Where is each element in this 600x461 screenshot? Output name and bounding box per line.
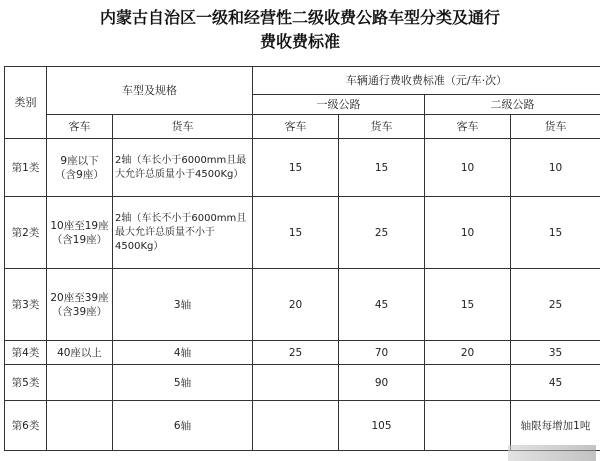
truck-spec-cell: 6轴 (113, 401, 253, 451)
table-row (5, 139, 600, 197)
passenger-spec-main: 9座以下 (60, 154, 99, 167)
passenger-spec-note: （含39座） (51, 305, 108, 318)
g1-truck-fee: 70 (339, 341, 425, 365)
class-cell: 第2类 (5, 197, 47, 269)
truck-spec-cell: 2轴（车长不小于6000mm且最大允许总质量不小于4500Kg） (113, 197, 253, 269)
g1-passenger-fee: 20 (253, 269, 339, 341)
g2-truck-fee: 35 (511, 341, 600, 365)
table-row (5, 197, 600, 269)
table-row (5, 269, 600, 341)
g2-passenger-fee (425, 401, 511, 451)
header-vehicle-spec: 车型及规格 (47, 67, 253, 115)
g1-truck-fee: 25 (339, 197, 425, 269)
passenger-spec-note: （含9座） (55, 168, 104, 181)
g1-truck-fee: 105 (339, 401, 425, 451)
class-cell: 第3类 (5, 269, 47, 341)
g2-passenger-fee: 10 (425, 197, 511, 269)
header-toll-standard: 车辆通行费收费标准（元/车·次） (253, 67, 600, 95)
g1-passenger-fee (253, 365, 339, 401)
truck-spec-cell: 5轴 (113, 365, 253, 401)
g1-truck-fee: 90 (339, 365, 425, 401)
header-g2-passenger: 客车 (425, 115, 511, 139)
header-g1-truck: 货车 (339, 115, 425, 139)
passenger-spec-cell (47, 269, 113, 341)
passenger-spec-note: （含19座） (51, 233, 108, 246)
g1-passenger-fee: 15 (253, 139, 339, 197)
g2-passenger-fee: 20 (425, 341, 511, 365)
g1-passenger-fee: 25 (253, 341, 339, 365)
table-row (5, 401, 600, 451)
g2-passenger-fee (425, 365, 511, 401)
g2-truck-fee: 轴限每增加1吨 (511, 401, 600, 451)
class-cell: 第6类 (5, 401, 47, 451)
passenger-spec-cell (47, 365, 113, 401)
g2-passenger-fee: 15 (425, 269, 511, 341)
header-spec-truck: 货车 (113, 115, 253, 139)
class-cell: 第5类 (5, 365, 47, 401)
header-grade1: 一级公路 (253, 95, 425, 115)
g1-passenger-fee (253, 401, 339, 451)
header-grade2: 二级公路 (425, 95, 600, 115)
truck-spec-cell: 4轴 (113, 341, 253, 365)
g2-passenger-fee: 10 (425, 139, 511, 197)
title-line-1: 内蒙古自治区一级和经营性二级收费公路车型分类及通行 (99, 8, 500, 27)
class-cell: 第4类 (5, 341, 47, 365)
passenger-spec-cell (47, 139, 113, 197)
g1-truck-fee: 15 (339, 139, 425, 197)
g1-passenger-fee: 15 (253, 197, 339, 269)
table-row (5, 341, 600, 365)
toll-table (4, 66, 600, 451)
passenger-spec-main: 20座至39座 (50, 291, 109, 304)
g2-truck-fee: 25 (511, 269, 600, 341)
passenger-spec-main: 10座至19座 (50, 219, 109, 232)
title-line-2: 费收费标准 (259, 32, 340, 51)
header-row-1 (5, 67, 600, 95)
g2-truck-fee: 10 (511, 139, 600, 197)
truck-spec-cell: 3轴 (113, 269, 253, 341)
passenger-spec-cell: 40座以上 (47, 341, 113, 365)
watermark-overlay (508, 445, 596, 461)
header-category: 类别 (5, 67, 47, 139)
g1-truck-fee: 45 (339, 269, 425, 341)
header-g2-truck: 货车 (511, 115, 600, 139)
truck-spec-cell: 2轴（车长小于6000mm且最大允许总质量小于4500Kg） (113, 139, 253, 197)
document-title (0, 6, 600, 54)
class-cell: 第1类 (5, 139, 47, 197)
header-spec-passenger: 客车 (47, 115, 113, 139)
header-g1-passenger: 客车 (253, 115, 339, 139)
table-row (5, 365, 600, 401)
passenger-spec-cell (47, 197, 113, 269)
g2-truck-fee: 45 (511, 365, 600, 401)
g2-truck-fee: 15 (511, 197, 600, 269)
header-row-3 (5, 115, 600, 139)
passenger-spec-cell (47, 401, 113, 451)
